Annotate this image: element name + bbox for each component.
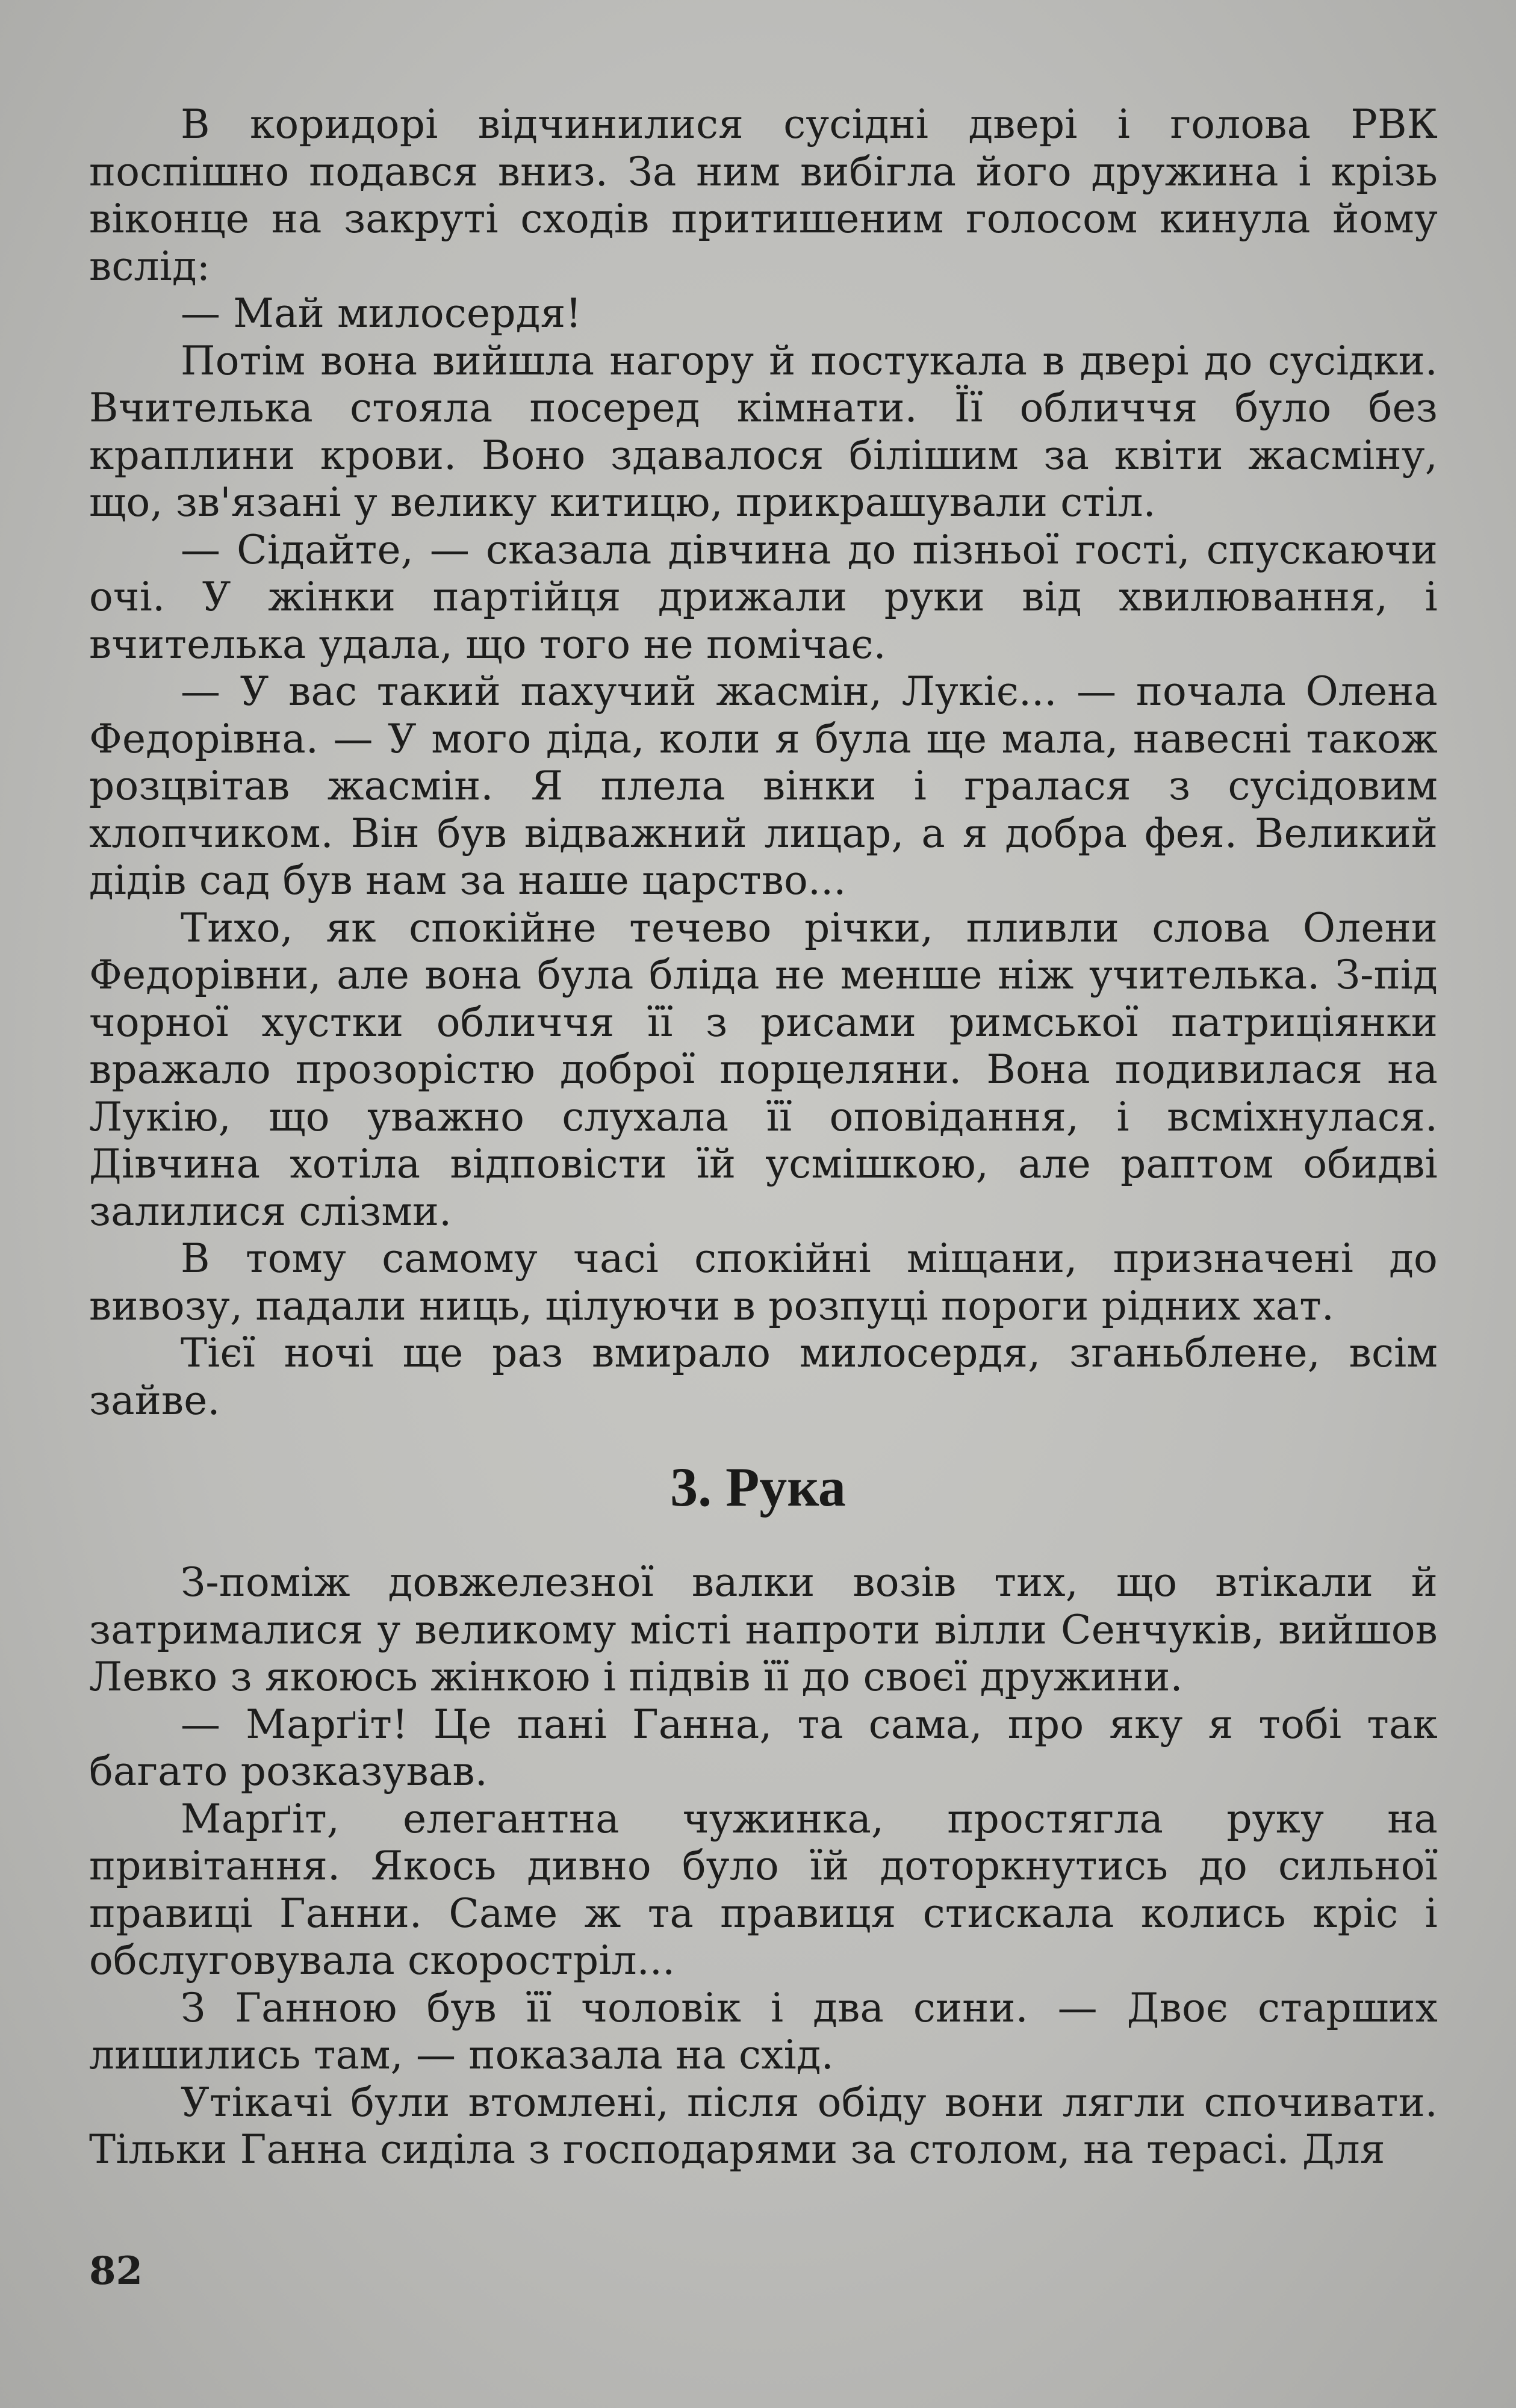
text-block-section (89, 1559, 1438, 2174)
paragraph: — Сідайте, — сказала дівчина до пізньої гості, спускаючи очі. У жінки партійця дрижали руки від хвилювання, і вчителька удала, що того не помічає. (89, 526, 1438, 668)
paragraph: — Марґіт! Це пані Ганна, та сама, про яку я тобі так багато розказував. (89, 1701, 1438, 1795)
paragraph: Тієї ночі ще раз вмирало милосердя, зганьблене, всім зайве. (89, 1330, 1438, 1424)
section-heading: 3. Рука (670, 1456, 846, 1518)
text-block-top (89, 101, 1438, 1424)
paragraph: Потім вона вийшла нагору й постукала в двері до сусідки. Вчителька стояла посеред кімнати. Її обличчя було без краплини крови. Воно здавалося білішим за квіти жасміну, що, зв'язані у велику китицю, прикрашували стіл. (89, 337, 1438, 526)
paragraph: З-поміж довжелезної валки возів тих, що втікали й затрималися у великому місті напроти вілли Сенчуків, вийшов Левко з якоюсь жінкою і підвів її до своєї дружини. (89, 1559, 1438, 1700)
paragraph: Марґіт, елегантна чужинка, простягла руку на привітання. Якось дивно було їй доторкнутись до сильної правиці Ганни. Саме ж та правиця стискала колись кріс і обслуговувала скоростріл... (89, 1795, 1438, 1984)
paragraph: В тому самому часі спокійні міщани, призначені до вивозу, падали ниць, цілуючи в розпуці пороги рідних хат. (89, 1235, 1438, 1329)
paragraph: З Ганною був її чоловік і два сини. — Двоє старших лишились там, — показала на схід. (89, 1984, 1438, 2078)
paragraph: — Май милосердя! (181, 290, 582, 337)
paragraph: — У вас такий пахучий жасмін, Лукіє... — почала Олена Федорівна. — У мого діда, коли я була ще мала, навесні також розцвітав жасмін. Я плела вінки і гралася з сусідовим хлопчиком. Він був відважний лицар, а я добра фея. Великий дідів сад був нам за наше царство... (89, 668, 1438, 904)
page-number: 82 (89, 2248, 143, 2294)
paragraph: Тихо, як спокійне течево річки, пливли слова Олени Федорівни, але вона була бліда не менше ніж учителька. З-під чорної хустки обличчя її з рисами римської патриціянки вражало прозорістю доброї порцеляни. Вона подивилася на Лукію, що уважно слухала її оповідання, і всміхнулася. Дівчина хотіла відповісти їй усмішкою, але раптом обидві залилися слізми. (89, 904, 1438, 1235)
paragraph: В коридорі відчинилися сусідні двері і голова РВК поспішно подався вниз. За ним вибігла його дружина і крізь віконце на закруті сходів притишеним голосом кинула йому вслід: (89, 101, 1438, 290)
paragraph: Утікачі були втомлені, після обіду вони лягли спочивати. Тільки Ганна сиділа з господарями за столом, на терасі. Для (89, 2079, 1438, 2173)
